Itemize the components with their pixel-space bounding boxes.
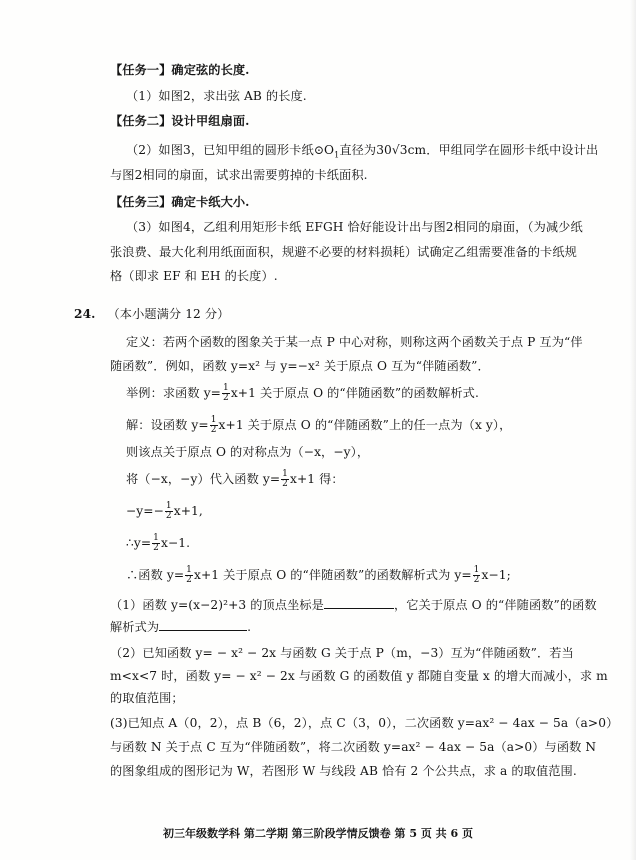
circle-subscript: 1 xyxy=(334,150,340,160)
solution-line5 xyxy=(126,534,636,553)
solution4-text-b: x+1, xyxy=(173,504,203,518)
fraction-one-half: $\frac{1}{2}$ xyxy=(153,533,159,553)
definition-line2: 随函数”．例如，函数 y=x² 与 y=−x² 关于原点 O 互为“伴随函数”． xyxy=(110,359,490,373)
task1-title: 【任务一】确定弦的长度. xyxy=(110,63,250,77)
solution6-text-b: x+1 关于原点 O 的“伴随函数”的函数解析式为 y= xyxy=(193,568,472,582)
page-footer: 初三年级数学科 第二学期 第三阶段学情反馈卷 第 5 页 共 6 页 xyxy=(163,827,473,840)
part2-line3: 的取值范围； xyxy=(110,691,184,705)
fraction-one-half: $\frac{1}{2}$ xyxy=(282,469,288,489)
task3-title: 【任务三】确定卡纸大小. xyxy=(110,195,250,209)
fraction-one-half: $\frac{1}{2}$ xyxy=(473,565,480,585)
solution-line6 xyxy=(126,566,636,585)
fraction-one-half: $\frac{1}{2}$ xyxy=(165,501,172,521)
part1-line2 xyxy=(110,618,636,635)
solution4-text-a: −y=− xyxy=(126,504,164,518)
answer-blank-vertex[interactable] xyxy=(324,596,394,609)
fraction-one-half: $\frac{1}{2}$ xyxy=(223,383,229,403)
solution-line3 xyxy=(126,470,636,489)
solution-line2: 则该点关于原点 O 的对称点为（−x，−y）， xyxy=(126,445,370,459)
solution3-text-a: 将（−x，−y）代入函数 y= xyxy=(126,472,281,486)
solution5-text-a: ∴y= xyxy=(126,536,152,550)
task2-title: 【任务二】设计甲组扇面. xyxy=(110,114,250,128)
example-line xyxy=(126,384,636,403)
part1-line1 xyxy=(110,596,636,613)
part1-text-a: （1）函数 y=(x−2)²+3 的顶点坐标是 xyxy=(110,598,324,612)
solution-line1 xyxy=(126,416,636,435)
task1-question: （1）如图2，求出弦 AB 的长度. xyxy=(126,89,307,103)
part3-line2: 与函数 N 关于点 C 互为“伴随函数”，将二次函数 y=ax² − 4ax − 5a（a>0）与函数 N xyxy=(110,740,597,754)
solution6-text-a: ∴函数 y= xyxy=(126,568,185,582)
task3-question-line3: 格（即求 EF 和 EH 的长度）. xyxy=(110,269,278,283)
question-number: 24. xyxy=(74,307,96,321)
part3-line1: (3)已知点 A（0，2），点 B（6，2），点 C（3，0），二次函数 y=ax² − 4ax − 5a（a>0） xyxy=(110,716,619,730)
part3-line3: 的图象组成的图形记为 W，若图形 W 与线段 AB 恰有 2 个公共点，求 a 的取值范围. xyxy=(110,764,577,778)
task2-q2-text-a: （2）如图3，已知甲组的圆形卡纸⊙O xyxy=(126,143,335,157)
task3-question-line1: （3）如图4，乙组利用矩形卡纸 EFGH 恰好能设计出与图2相同的扇面，（为减少纸 xyxy=(126,220,583,234)
part1-text-d: . xyxy=(247,620,252,634)
part1-text-c: 解析式为 xyxy=(110,620,160,634)
fraction-one-half: $\frac{1}{2}$ xyxy=(210,415,217,435)
part2-line1: （2）已知函数 y= − x² − 2x 与函数 G 关于点 P（m，−3）互为“伴随函数”．若当 xyxy=(110,646,574,660)
solution6-text-c: x−1; xyxy=(481,568,511,582)
task2-question-line1 xyxy=(126,142,636,163)
example-text-b: x+1 关于原点 O 的“伴随函数”的函数解析式. xyxy=(230,386,479,400)
solution1-text-b: x+1 关于原点 O 的“伴随函数”上的任一点为（x y）， xyxy=(218,418,512,432)
task3-question-line2: 张浪费、最大化利用纸面面积，规避不必要的材料损耗）试确定乙组需要准备的卡纸规 xyxy=(110,245,577,259)
definition-line1: 定义：若两个函数的图象关于某一点 P 中心对称，则称这两个函数关于点 P 互为“伴 xyxy=(126,335,583,349)
part2-line2: m<x<7 时，函数 y= − x² − 2x 与函数 G 的函数值 y 都随自变量 x 的增大而减小，求 m xyxy=(110,669,608,683)
task2-q2-text-b: 直径为30√3cm．甲组同学在圆形卡纸中设计出 xyxy=(339,143,599,157)
question-score: （本小题满分 12 分） xyxy=(107,307,230,321)
solution-line4 xyxy=(126,502,636,521)
example-text-a: 举例：求函数 y= xyxy=(126,386,221,400)
solution3-text-b: x+1 得： xyxy=(289,472,344,486)
part1-text-b: ，它关于原点 O 的“伴随函数”的函数 xyxy=(393,598,597,612)
question-24-header xyxy=(74,306,636,322)
task2-question-line2: 与图2相同的扇面，试求出需要剪掉的卡纸面积. xyxy=(110,168,368,182)
solution5-text-b: x−1. xyxy=(160,536,191,550)
page-edge-shadow xyxy=(630,0,636,860)
answer-blank-expression[interactable] xyxy=(159,618,247,631)
solution1-text-a: 解：设函数 y= xyxy=(126,418,209,432)
fraction-one-half: $\frac{1}{2}$ xyxy=(186,565,192,585)
